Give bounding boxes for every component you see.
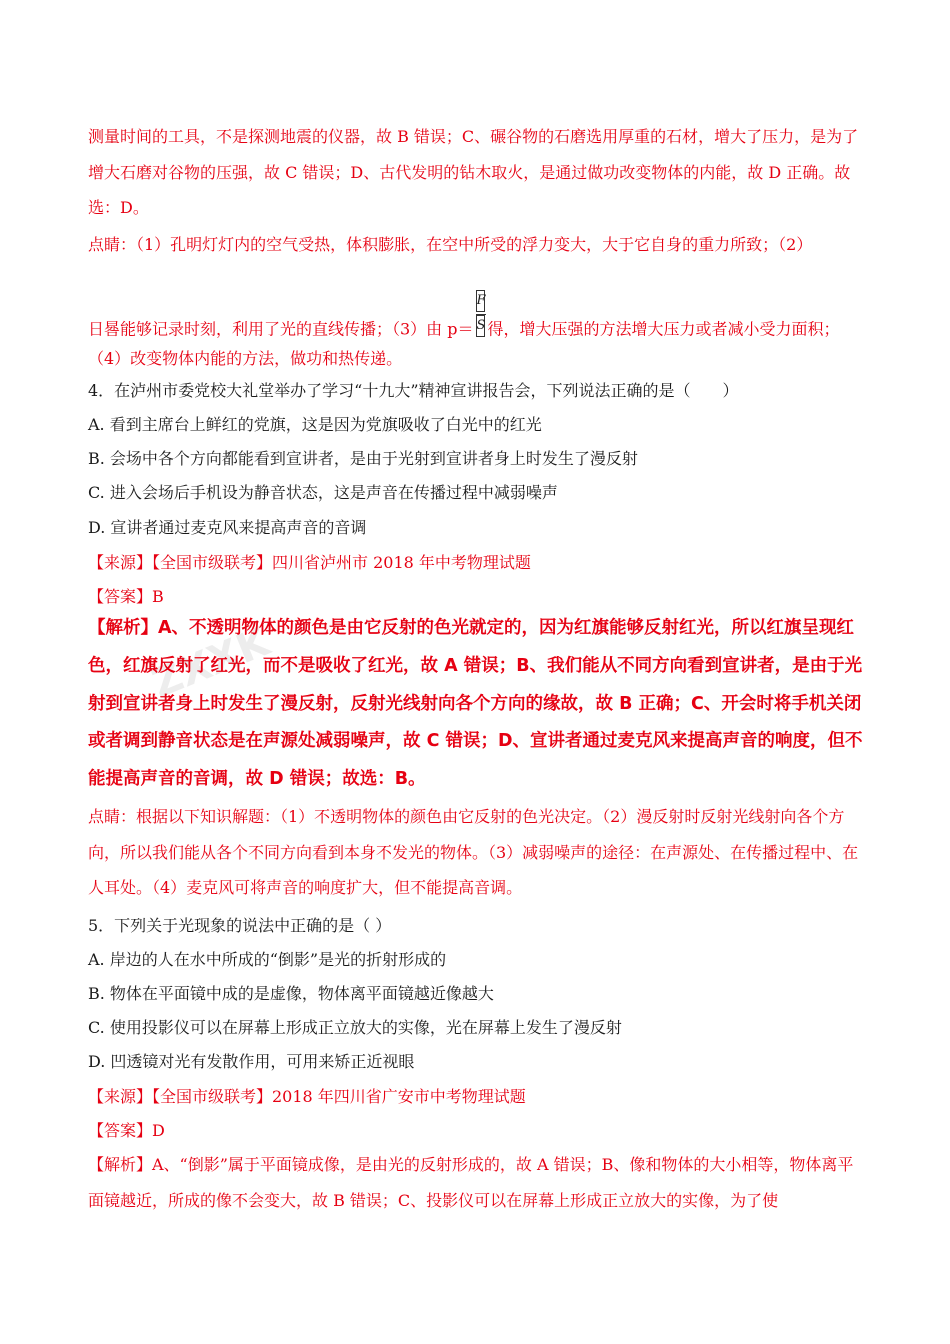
- q4-analysis: 【解析】A、不透明物体的颜色是由它反射的色光就定的，因为红旗能够反射红光，所以红旗呈现红色，红旗反射了红光，而不是吸收了红光，故 A 错误；B、我们能从不同方向看到宣讲者，是由于光射到宣讲者身上时发生了漫反射，反射光线射向各个方向的缘故，故 B 正确；C、开会时将手机关闭或者调到静音状态是在声源处减弱噪声，故 C 错误；D、宣讲者通过麦克风来提高声音的响度，但不能提高声音的音调，故 D 错误；故选：B。: [88, 618, 863, 790]
- q5-stem: 5．下列关于光现象的说法中正确的是（ ）: [88, 916, 392, 935]
- prev-analysis: 测量时间的工具，不是探测地震的仪器，故 B 错误；C、碾谷物的石磨选用厚重的石材，增大了压力，是为了增大石磨对谷物的压强，故 C 错误；D、古代发明的钻木取火，是通过做功改变物体的内能，故 D 正确。故选：D。: [88, 127, 859, 217]
- formula-line-text-after: 得，增大压强的方法增大压力或者减小受力面积；: [487, 319, 840, 339]
- q5-source: 【来源】【全国市级联考】2018 年四川省广安市中考物理试题: [88, 1087, 526, 1106]
- q4-option-c: C. 进入会场后手机设为静音状态，这是声音在传播过程中减弱噪声: [88, 483, 558, 502]
- q4-option-b: B. 会场中各个方向都能看到宣讲者，是由于光射到宣讲者身上时发生了漫反射: [88, 449, 638, 468]
- formula-line-text-before: 日晷能够记录时刻，利用了光的直线传播；（3）由 p＝: [88, 319, 474, 339]
- prev-comment-line3: （4）改变物体内能的方法，做功和热传递。: [88, 349, 403, 368]
- q5-option-d: D. 凹透镜对光有发散作用，可用来矫正近视眼: [88, 1052, 415, 1071]
- q5-option-b: B. 物体在平面镜中成的是虚像，物体离平面镜越近像越大: [88, 984, 494, 1003]
- q5-analysis: 【解析】A、“倒影”属于平面镜成像，是由光的反射形成的，故 A 错误；B、像和物体的大小相等，物体离平面镜越近，所成的像不会变大，故 B 错误；C、投影仪可以在屏幕上形成正立放大的实像，为了使: [88, 1155, 854, 1210]
- q4-answer: 【答案】B: [88, 587, 164, 606]
- q4-option-a: A. 看到主席台上鲜红的党旗，这是因为党旗吸收了白光中的红光: [88, 415, 542, 434]
- fraction-numerator: F: [476, 290, 485, 312]
- pressure-fraction: [476, 290, 486, 342]
- q4-stem: 4．在泸州市委党校大礼堂举办了学习“十九大”精神宣讲报告会，下列说法正确的是（ ）: [88, 381, 739, 400]
- prev-comment-line1: 点睛：（1）孔明灯灯内的空气受热，体积膨胀，在空中所受的浮力变大，大于它自身的重力所致；（2）: [88, 235, 813, 254]
- q4-source: 【来源】【全国市级联考】四川省泸州市 2018 年中考物理试题: [88, 553, 531, 572]
- q5-option-c: C. 使用投影仪可以在屏幕上形成正立放大的实像，光在屏幕上发生了漫反射: [88, 1018, 622, 1037]
- q5-answer: 【答案】D: [88, 1121, 165, 1140]
- watermark-logo: ZXXK: [145, 618, 276, 708]
- q5-option-a: A. 岸边的人在水中所成的“倒影”是光的折射形成的: [88, 950, 447, 969]
- q4-option-d: D. 宣讲者通过麦克风来提高声音的音调: [88, 518, 367, 537]
- q4-comment: 点睛：根据以下知识解题：（1）不透明物体的颜色由它反射的色光决定。（2）漫反射时反射光线射向各个方向，所以我们能从各个不同方向看到本身不发光的物体。（3）减弱噪声的途径：在声源处、在传播过程中、在人耳处。（4）麦克风可将声音的响度扩大，但不能提高音调。: [88, 807, 859, 897]
- fraction-denominator: S: [476, 315, 485, 337]
